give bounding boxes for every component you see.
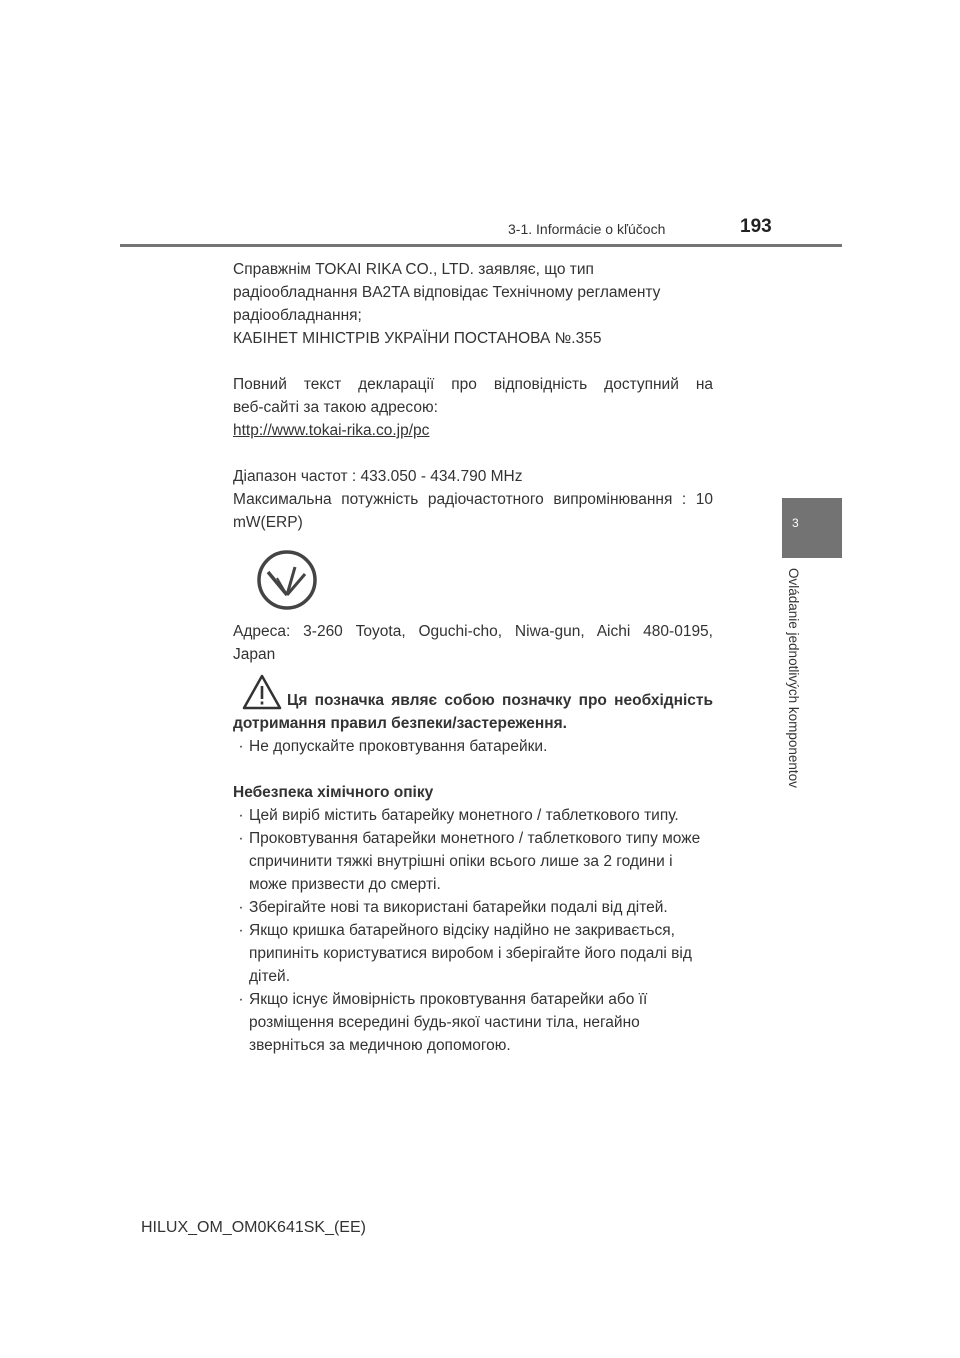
declaration-line: радіообладнання BA2TA відповідає Технічному регламенту [233, 284, 661, 301]
warning-line: дотримання правил безпеки/застереження. [233, 715, 567, 732]
fulltext-line: веб-сайті за такою адресою: [233, 399, 438, 416]
list-item: · Проковтування батарейки монетного / таблеткового типу може спричинити тяжкі внутрішні опіки всього лише за 2 години і може призвести до смерті. [238, 830, 701, 893]
document-code: HILUX_OM_OM0K641SK_(EE) [141, 1219, 366, 1236]
ukrainian-conformity-mark-icon [255, 548, 319, 612]
header-divider [120, 244, 842, 247]
list-item: · Якщо існує ймовірність проковтування батарейки або її розміщення всередині будь-якої частини тіла, негайно зверніться за медичною допомогою. [238, 991, 648, 1054]
declaration-url-link[interactable]: http://www.tokai-rika.co.jp/pc [233, 422, 430, 439]
page-number: 193 [740, 216, 772, 237]
fulltext-line: Повний текст декларації про відповідність доступний на [233, 376, 713, 393]
warning-statement [233, 689, 713, 712]
side-title-container [772, 568, 812, 818]
address-line: Адреса: 3-260 Toyota, Oguchi-cho, Niwa-gun, Aichi 480-0195, [233, 623, 713, 640]
chapter-number: 3 [792, 516, 799, 530]
declaration-line: Справжнім TOKAI RIKA CO., LTD. заявляє, що тип [233, 261, 594, 278]
warning-triangle-icon [241, 673, 283, 711]
chapter-tab [782, 498, 842, 558]
list-item: · Якщо кришка батарейного відсіку надійно не закривається, припиніть користуватися виробом і зберігайте його подалі від дітей. [238, 922, 692, 985]
list-item: · Цей виріб містить батарейку монетного / таблеткового типу. [238, 807, 679, 824]
list-item: · Не допускайте проковтування батарейки. [238, 738, 548, 755]
list-item: · Зберігайте нові та використані батарейки подалі від дітей. [238, 899, 668, 916]
section-title: 3-1. Informácie o kľúčoch [508, 221, 666, 237]
max-power-line: mW(ERP) [233, 514, 303, 531]
address-line: Japan [233, 646, 276, 663]
declaration-line: КАБІНЕТ МІНІСТРІВ УКРАЇНИ ПОСТАНОВА №.355 [233, 330, 602, 347]
declaration-line: радіообладнання; [233, 307, 362, 324]
warning-line: Ця позначка являє собою позначку про необхідність [287, 692, 713, 709]
section-heading: Небезпека хімічного опіку [233, 784, 434, 801]
max-power-line: Максимальна потужність радіочастотного випромінювання : 10 [233, 491, 713, 508]
frequency-range: Діапазон частот : 433.050 - 434.790 MHz [233, 468, 523, 485]
chapter-side-title: Ovládanie jednotlivých komponentov [786, 568, 801, 788]
main-content [233, 258, 713, 1057]
